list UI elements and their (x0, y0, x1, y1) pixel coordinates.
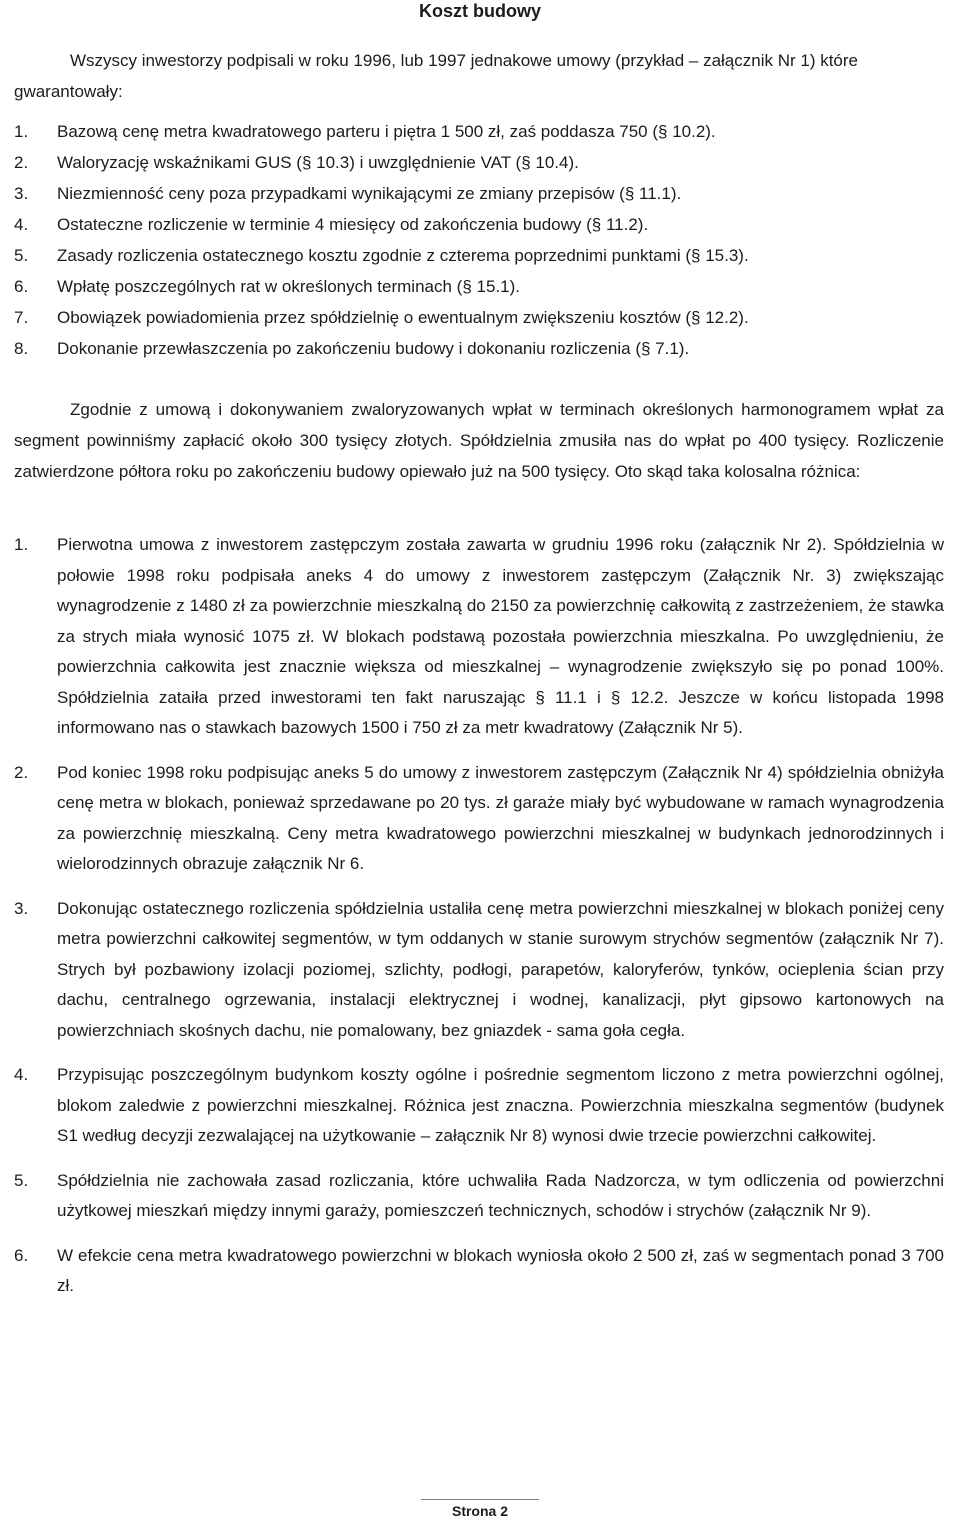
list-number: 8. (14, 339, 29, 358)
list-text: Dokonując ostatecznego rozliczenia spółdzielnia ustaliła cenę metra powierzchni mieszkalnej w blokach poniżej ceny metra powierzchni całkowitej segmentów, w tym oddanych w stanie surowym strychów segmentów (załącznik Nr 7). Strych był pozbawiony izolacji poziomej, szlichty, podłogi, parapetów, kaloryferów, tynków, ocieplenia ścian przy dachu, centralnego ogrzewania, instalacji elektrycznej i wodnej, kanalizacji, płyt gipsowo kartonowych na powierzchniach skośnych dachu, nie pomalowany, bez gniazdek - sama goła cegła. (57, 898, 944, 1040)
list-item (14, 1166, 944, 1227)
list-text: Spółdzielnia nie zachowała zasad rozliczania, które uchwaliła Rada Nadzorcza, w tym odliczenia od powierzchni użytkowej mieszkań między innymi garaży, pomieszczeń technicznych, schodów i strychów (załącznik Nr 9). (57, 1170, 944, 1220)
list-text: Wpłatę poszczególnych rat w określonych terminach (§ 15.1). (57, 277, 520, 296)
list-item (14, 333, 944, 364)
list-text: Bazową cenę metra kwadratowego parteru i piętra 1 500 zł, zaś poddasza 750 (§ 10.2). (57, 122, 716, 141)
page-footer: Strona 2 (451, 1503, 508, 1519)
list-item (14, 209, 944, 240)
page-title: Koszt budowy (419, 1, 541, 21)
list-number: 2. (14, 762, 29, 782)
list-item (14, 147, 944, 178)
list-text: Niezmienność ceny poza przypadkami wynikającymi ze zmiany przepisów (§ 11.1). (57, 184, 682, 203)
list-text: Pierwotna umowa z inwestorem zastępczym została zawarta w grudniu 1996 roku (załącznik Nr 2). Spółdzielnia w połowie 1998 roku podpisała aneks 4 do umowy z inwestorem zastępczym (Załącznik Nr. 3) zwiększając wynagrodzenie z 1480 zł za powierzchnie mieszkalną do 2150 za powierzchnię całkowitą z zastrzeżeniem, że stawka za strych miała wynosić 1075 zł. W blokach podstawą pozostała powierzchnia mieszkalna. Po uwzględnieniu, że powierzchnia całkowita jest znacznie większa od mieszkalnej – wynagrodzenie zwiększyło się po ponad 100%. Spółdzielnia zataiła przed inwestorami ten fakt naruszając § 11.1 i § 12.2. Jeszcze w końcu listopada 1998 informowano nas o stawkach bazowych 1500 i 750 zł za metr kwadratowy (Załącznik Nr 5). (57, 535, 944, 737)
list-number: 3. (14, 898, 29, 918)
list-number: 7. (14, 308, 29, 327)
list-item (14, 1241, 944, 1302)
contract-terms-list (14, 116, 944, 364)
list-text: Dokonanie przewłaszczenia po zakończeniu budowy i dokonaniu rozliczenia (§ 7.1). (57, 339, 690, 358)
list-text: Przypisując poszczególnym budynkom koszty ogólne i pośrednie segmentom liczono z metra powierzchni ogólnej, blokom zaledwie z powierzchni mieszkalnej. Różnica jest znaczna. Powierzchnia mieszkalna segmentów (budynek S1 według decyzji zezwalającej na użytkowanie – załącznik Nr 8) wynosi dwie trzecie powierzchni całkowitej. (57, 1065, 944, 1145)
list-text: W efekcie cena metra kwadratowego powierzchni w blokach wyniosła około 2 500 zł, zaś w segmentach ponad 3 700 zł. (57, 1245, 944, 1295)
list-item (14, 240, 944, 271)
footer-divider (421, 1499, 539, 1500)
list-number: 5. (14, 246, 29, 265)
list-number: 1. (14, 535, 29, 554)
list-number: 6. (14, 1245, 29, 1265)
list-text: Zasady rozliczenia ostatecznego kosztu zgodnie z czterema poprzednimi punktami (§ 15.3). (57, 246, 749, 265)
list-text: Ostateczne rozliczenie w terminie 4 miesięcy od zakończenia budowy (§ 11.2). (57, 215, 649, 234)
list-item (14, 894, 944, 1047)
list-number: 4. (14, 1065, 29, 1084)
list-item (14, 530, 944, 744)
list-number: 3. (14, 184, 29, 203)
list-text: Waloryzację wskaźnikami GUS (§ 10.3) i uwzględnienie VAT (§ 10.4). (57, 153, 579, 172)
intro-paragraph: Wszyscy inwestorzy podpisali w roku 1996, lub 1997 jednakowe umowy (przykład – załącznik Nr 1) które gwarantowały: (14, 51, 859, 101)
list-number: 4. (14, 215, 29, 234)
list-item (14, 178, 944, 209)
reasons-list (14, 530, 944, 1316)
list-item (14, 302, 944, 333)
summary-paragraph: Zgodnie z umową i dokonywaniem zwaloryzowanych wpłat w terminach określonych harmonogramem wpłat za segment powinniśmy zapłacić około 300 tysięcy złotych. Spółdzielnia zmusiła nas do wpłat po 400 tysięcy. Rozliczenie zatwierdzone półtora roku po zakończeniu budowy opiewało już na 500 tysięcy. Oto skąd taka kolosalna różnica: (14, 400, 944, 481)
list-number: 2. (14, 153, 29, 172)
list-text: Obowiązek powiadomienia przez spółdzielnię o ewentualnym zwiększeniu kosztów (§ 12.2). (57, 308, 749, 327)
list-item (14, 271, 944, 302)
list-item (14, 758, 944, 880)
list-number: 5. (14, 1170, 29, 1190)
list-item (14, 1060, 944, 1152)
list-number: 6. (14, 277, 29, 296)
list-text: Pod koniec 1998 roku podpisując aneks 5 do umowy z inwestorem zastępczym (Załącznik Nr 4) spółdzielnia obniżyła cenę metra w blokach, ponieważ sprzedawane po 20 tys. zł garaże miały być wybudowane w ramach wynagrodzenia za powierzchnię mieszkalną. Ceny metra kwadratowego powierzchni mieszkalnej w budynkach jednorodzinnych i wielorodzinnych obrazuje załącznik Nr 6. (57, 762, 944, 873)
list-item (14, 116, 944, 147)
list-number: 1. (14, 122, 29, 141)
